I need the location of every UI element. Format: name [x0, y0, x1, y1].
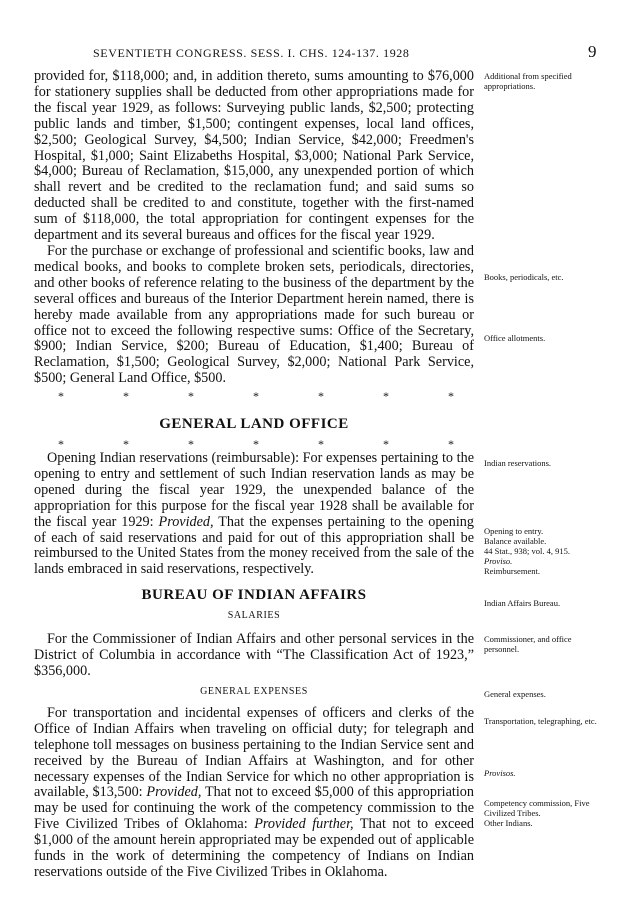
paragraph-commissioner: For the Commissioner of Indian Affairs and other personal services in the District of Columbia in accordance with “The Classification Act of 1923,” $356,000.	[34, 631, 474, 679]
margin-note-transportation: Transportation, telegraphing, etc.	[484, 716, 597, 726]
text-segment: That not to exceed $1,000 of the amount herein appropriated may be expended out of applicable funds in the work of determining the competency of Indians on Indian reservations outside of the Five Civilized Tribes in Oklahoma.	[34, 816, 475, 880]
star: *	[383, 389, 389, 404]
heading-bureau-indian-affairs: BUREAU OF INDIAN AFFAIRS	[141, 587, 367, 604]
margin-note-office-allotments: Office allotments.	[484, 333, 546, 343]
note-line: Balance available.	[484, 536, 547, 546]
provided-italic: Provided,	[158, 513, 214, 530]
margin-note-opening-entry	[484, 526, 600, 576]
provided-italic: Provided,	[146, 784, 202, 801]
margin-note-general-expenses: General expenses.	[484, 689, 546, 699]
star: *	[123, 389, 129, 404]
note-line: 44 Stat., 938; vol. 4, 915.	[484, 546, 570, 556]
star: *	[58, 389, 64, 404]
star: *	[318, 389, 324, 404]
margin-note-books: Books, periodicals, etc.	[484, 272, 564, 282]
text-segment: That not to exceed $5,000 of this appropriation may be used for continuing the work of the competency commission to the Five Civilized Tribes of Oklahoma:	[34, 784, 474, 833]
margin-note-provisos: Provisos.	[484, 768, 516, 778]
margin-note-competency	[484, 798, 600, 828]
star: *	[188, 389, 194, 404]
paragraph-opening-reservations	[34, 451, 474, 578]
margin-note-commissioner: Commissioner, and office personnel.	[484, 634, 572, 654]
paragraph-general-expenses	[34, 706, 474, 881]
text-segment: Opening Indian reservations (reimbursable): For expenses pertaining to the opening to entry and settlement of such Indian reservation lands as may be opened during the fiscal year 1929, the unexpended balance of the appropriation for this purpose for the fiscal year 1928 shall be available for the fiscal year 1929:	[34, 450, 474, 530]
note-line: Other Indians.	[484, 818, 533, 828]
star: *	[123, 437, 129, 452]
star: *	[318, 437, 324, 452]
star: *	[448, 389, 454, 404]
note-line: Proviso.	[484, 556, 513, 566]
header-title: SEVENTIETH CONGRESS. SESS. I. CHS. 124-137. 1928	[93, 46, 410, 60]
text-segment: That the expenses pertaining to the opening of each of said reservations and paid for out of this appropriation shall be reimbursed to the United States from the money received from the sale of the lands embraced in said reservations, respectively.	[34, 513, 474, 578]
margin-note-indian-reservations: Indian reservations.	[484, 458, 552, 468]
section-break-stars	[34, 389, 474, 403]
star: *	[253, 389, 259, 404]
margin-note-bureau: Indian Affairs Bureau.	[484, 598, 561, 608]
star: *	[383, 437, 389, 452]
running-header	[0, 42, 628, 62]
note-line: Opening to entry.	[484, 526, 544, 536]
paragraph-contingent: provided for, $118,000; and, in addition thereto, sums amounting to $76,000 for stationery supplies shall be deducted from other appropriations made for the fiscal year 1929, as follows: Surveying public lands, $2,500; protecting public lands and timber, $1,500; contingent expenses, local land offices, $2,500; Geological Survey, $4,500; Indian Service, $42,000; Freedmen's Hospital, $1,000; Saint Elizabeths Hospital, $3,000; National Park Service, $4,000; Bureau of Reclamation, $15,000, any unexpended portion of which shall revert and be credited to the reclamation fund; and said sums so deducted shall be credited to and constitute, together with the first-named sum of $118,000, the total appropriation for contingent expenses for the department and its several bureaus and offices for the fiscal year 1929.	[34, 68, 474, 244]
subheading-salaries: SALARIES	[227, 610, 281, 622]
main-text	[34, 69, 474, 881]
star: *	[58, 437, 64, 452]
heading-general-land-office: GENERAL LAND OFFICE	[159, 416, 349, 433]
provided-further-italic: Provided further,	[254, 816, 354, 833]
star: *	[188, 437, 194, 452]
star: *	[253, 437, 259, 452]
star: *	[448, 437, 454, 452]
subheading-general-expenses: GENERAL EXPENSES	[200, 685, 308, 697]
margin-note-additional: Additional from specified appropriations.	[484, 71, 572, 91]
note-line: Competency commission, Five Civilized Tribes.	[484, 798, 590, 818]
page-number: 9	[588, 42, 597, 61]
section-break-stars	[34, 437, 474, 451]
text-segment: For transportation and incidental expenses of officers and clerks of the Office of Indian Affairs when traveling on official duty; for telegraph and telephone toll messages on business pertaining to the Indian Service sent and received by the Bureau of Indian Affairs at Washington, and for other necessary expenses of the Indian Service for which no other appropriation is available, $13,500:	[34, 704, 474, 801]
paragraph-books: For the purchase or exchange of professional and scientific books, law and medical books, and books to complete broken sets, periodicals, directories, and other books of reference relating to the business of the department by the several offices and bureaus of the Interior Department herein named, there is hereby made available from any appropriations made for such bureau or office not to exceed the following respective sums: Office of the Secretary, $900; Indian Service, $200; Bureau of Education, $1,400; Bureau of Reclamation, $1,500; Geological Survey, $2,000; National Park Service, $500; General Land Office, $500.	[34, 242, 474, 387]
note-line: Reimbursement.	[484, 566, 540, 576]
